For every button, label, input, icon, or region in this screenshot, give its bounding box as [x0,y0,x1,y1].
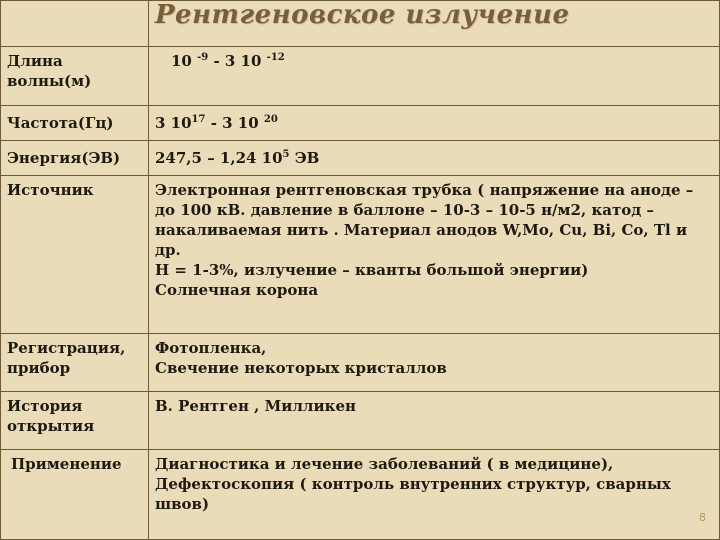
wavelength-base: 10 [171,52,192,70]
page-number: 8 [699,511,706,524]
title-cell [149,1,720,47]
energy-unit: ЭВ [294,149,320,167]
table-row-frequency [1,106,720,141]
source-line: до 100 кВ. давление в баллоне – 10-3 – 10-5 н/м2, катод – [155,201,655,219]
frequency-exp-2: 20 [263,114,278,125]
wavelength-exp-1: -9 [197,52,209,63]
title-row [1,1,720,47]
source-line: накаливаемая нить . Материал анодов W,Mo, Cu, Bi, Co, Tl и [155,221,688,239]
row-value-registration [149,334,720,392]
row-value-wavelength [149,47,720,106]
table-row-application [1,450,720,540]
row-value-history: В. Рентген , Милликен [149,392,720,450]
table-row-energy [1,141,720,176]
row-label-source: Источник [1,176,149,334]
frequency-separator: - 3 10 [210,114,259,132]
table-row-source [1,176,720,334]
source-line: Η = 1-3%, излучение – кванты большой энергии) [155,261,589,279]
application-line: Диагностика и лечение заболеваний ( в медицине), [155,455,614,473]
registration-line: Свечение некоторых кристаллов [155,359,447,377]
source-line: др. [155,241,181,259]
source-line: Электронная рентгеновская трубка ( напряжение на аноде – [155,181,694,199]
source-line: Солнечная корона [155,281,319,299]
application-line: швов) [155,495,210,513]
wavelength-exp-2: -12 [266,52,285,63]
row-label-application: Применение [1,450,149,540]
frequency-exp-1: 17 [191,114,206,125]
table-row-history [1,392,720,450]
energy-range: 247,5 – 1,24 10 [155,149,283,167]
row-label-frequency: Частота(Гц) [1,106,149,141]
energy-exp: 5 [282,149,290,160]
row-label-energy: Энергия(ЭВ) [1,141,149,176]
row-label-registration: Регистрация, прибор [1,334,149,392]
frequency-base: 3 10 [155,114,192,132]
table-row-wavelength [1,47,720,106]
row-value-application [149,450,720,540]
wavelength-separator: - 3 10 [213,52,262,70]
row-value-frequency [149,106,720,141]
table-row-registration [1,334,720,392]
slide-title: Рентгеновское излучение [155,0,570,30]
row-label-wavelength: Длина волны(м) [1,47,149,106]
row-label-history: История открытия [1,392,149,450]
row-value-energy [149,141,720,176]
title-blank-cell [1,1,149,47]
row-value-source [149,176,720,334]
application-line: Дефектоскопия ( контроль внутренних структур, сварных [155,475,671,493]
registration-line: Фотопленка, [155,339,267,357]
